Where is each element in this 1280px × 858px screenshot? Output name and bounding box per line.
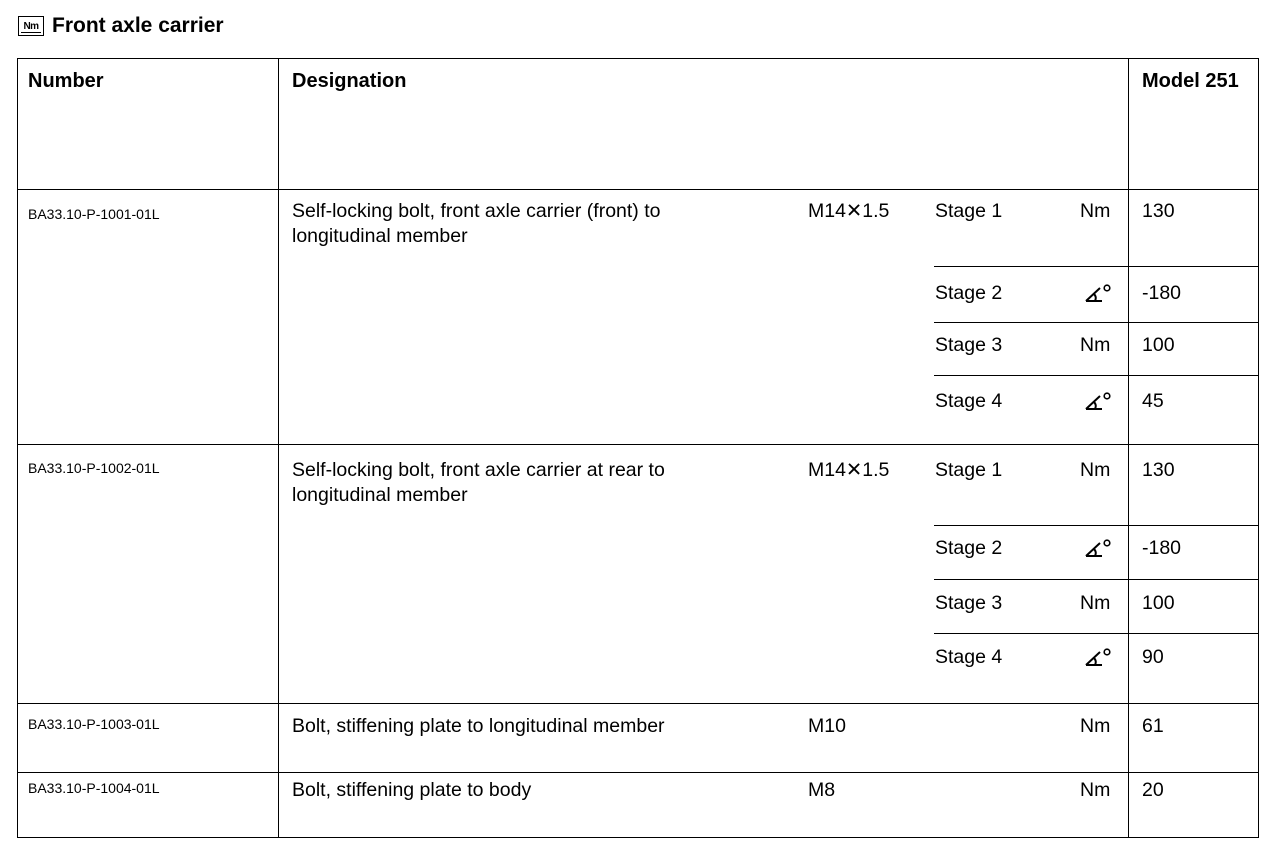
stage-label: Stage 2 — [935, 537, 1003, 559]
unit-nm: Nm — [1080, 200, 1111, 222]
torque-value: 45 — [1142, 390, 1164, 412]
torque-value: -180 — [1142, 537, 1182, 559]
row-designation: Self-locking bolt, front axle carrier at rear to longitudinal member — [292, 459, 665, 506]
angle-degree-icon — [1083, 538, 1113, 560]
header-designation: Designation — [292, 70, 407, 92]
column-divider — [278, 59, 279, 837]
row-number: BA33.10-P-1004-01L — [28, 780, 160, 796]
row-thread: M10 — [808, 715, 846, 737]
row-number: BA33.10-P-1002-01L — [28, 460, 160, 476]
unit-nm: Nm — [1080, 715, 1111, 737]
row-designation: Bolt, stiffening plate to longitudinal member — [292, 715, 665, 737]
stage-divider — [934, 633, 1258, 634]
row-divider — [18, 703, 1258, 704]
angle-degree-icon — [1083, 391, 1113, 413]
row-thread: M14✕1.5 — [808, 459, 890, 481]
row-number: BA33.10-P-1001-01L — [28, 206, 160, 222]
torque-value: 100 — [1142, 592, 1175, 614]
stage-divider — [934, 322, 1258, 323]
row-thread: M8 — [808, 779, 836, 801]
row-designation: Self-locking bolt, front axle carrier (front) to longitudinal member — [292, 200, 661, 247]
torque-value: 130 — [1142, 459, 1175, 481]
row-divider — [18, 189, 1258, 190]
row-designation: Bolt, stiffening plate to body — [292, 779, 532, 801]
header-model: Model 251 — [1142, 70, 1239, 92]
page-title: Front axle carrier — [52, 14, 224, 37]
torque-value: -180 — [1142, 282, 1182, 304]
stage-divider — [934, 525, 1258, 526]
stage-label: Stage 4 — [935, 646, 1003, 668]
stage-label: Stage 3 — [935, 592, 1003, 614]
torque-table — [17, 58, 1259, 838]
unit-nm: Nm — [1080, 779, 1111, 801]
torque-nm-icon: Nm — [18, 16, 44, 36]
row-divider — [18, 444, 1258, 445]
stage-divider — [934, 266, 1258, 267]
header-number: Number — [28, 70, 104, 92]
stage-label: Stage 3 — [935, 334, 1003, 356]
torque-value: 100 — [1142, 334, 1175, 356]
stage-label: Stage 1 — [935, 459, 1003, 481]
stage-label: Stage 2 — [935, 282, 1003, 304]
page-header — [18, 14, 224, 38]
unit-nm: Nm — [1080, 592, 1111, 614]
unit-nm: Nm — [1080, 459, 1111, 481]
torque-value: 130 — [1142, 200, 1175, 222]
stage-label: Stage 1 — [935, 200, 1003, 222]
torque-value: 20 — [1142, 779, 1164, 801]
unit-nm: Nm — [1080, 334, 1111, 356]
angle-degree-icon — [1083, 647, 1113, 669]
stage-divider — [934, 579, 1258, 580]
column-divider — [1128, 59, 1129, 837]
torque-value: 61 — [1142, 715, 1164, 737]
stage-label: Stage 4 — [935, 390, 1003, 412]
stage-divider — [934, 375, 1258, 376]
torque-value: 90 — [1142, 646, 1164, 668]
angle-degree-icon — [1083, 283, 1113, 305]
row-divider — [18, 772, 1258, 773]
row-thread: M14✕1.5 — [808, 200, 890, 222]
row-number: BA33.10-P-1003-01L — [28, 716, 160, 732]
